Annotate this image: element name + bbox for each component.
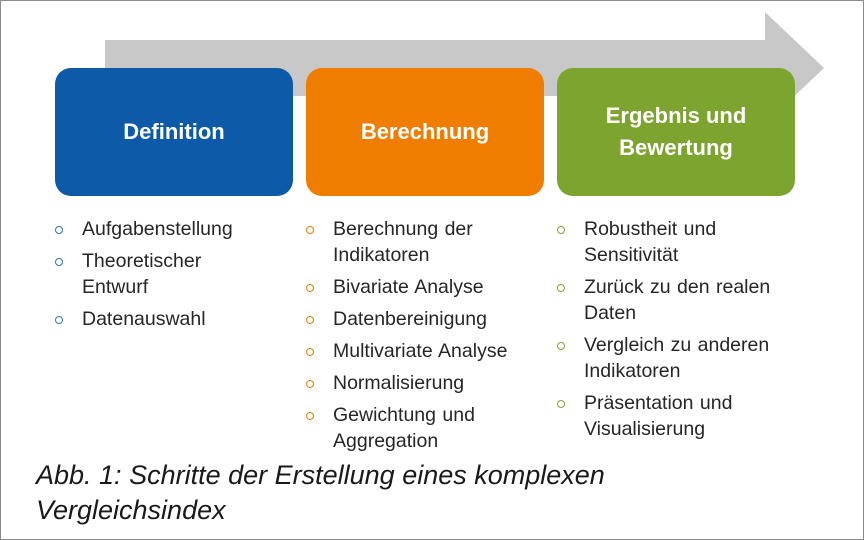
stage-ergebnis-title (606, 100, 747, 164)
stage-berechnung (306, 68, 544, 196)
circle-bullet-icon (55, 226, 63, 234)
caption-line: Abb. 1: Schritte der Erstellung eines komplexen (36, 460, 605, 490)
circle-bullet-icon (306, 226, 314, 234)
list-item-line: Entwurf (82, 276, 149, 298)
stage-ergebnis (557, 68, 795, 196)
list-item-line: Aufgabenstellung (82, 218, 233, 240)
list-item-line: Sensitivität (584, 244, 679, 266)
circle-bullet-icon (306, 412, 314, 420)
list-item (303, 274, 548, 300)
list-item (303, 370, 548, 396)
circle-bullet-icon (557, 342, 565, 350)
stage-title-line: Definition (123, 119, 225, 144)
figure-caption (36, 458, 836, 528)
list-item-line: Berechnung der (333, 218, 473, 240)
list-item-line: Datenauswahl (82, 308, 206, 330)
circle-bullet-icon (306, 380, 314, 388)
list-item-line: Gewichtung und (333, 404, 475, 426)
circle-bullet-icon (306, 316, 314, 324)
list-item (554, 332, 804, 384)
list-item-line: Normalisierung (333, 372, 465, 394)
list-item (52, 216, 292, 242)
list-item-line: Visualisierung (584, 418, 706, 440)
list-item-line: Theoretischer (82, 250, 202, 272)
circle-bullet-icon (557, 284, 565, 292)
definition-list (52, 216, 292, 338)
circle-bullet-icon (557, 400, 565, 408)
list-item (52, 248, 292, 300)
list-item-line: Multivariate Analyse (333, 340, 508, 362)
list-item-line: Aggregation (333, 430, 439, 452)
list-item (303, 402, 548, 454)
list-item-line: Daten (584, 302, 637, 324)
circle-bullet-icon (55, 258, 63, 266)
list-item-line: Zurück zu den realen (584, 276, 771, 298)
list-item-line: Bivariate Analyse (333, 276, 484, 298)
list-item (303, 338, 548, 364)
ergebnis-list (554, 216, 804, 448)
stage-title-line: Bewertung (619, 135, 733, 160)
circle-bullet-icon (55, 316, 63, 324)
list-item-line: Präsentation und (584, 392, 733, 414)
list-item (554, 390, 804, 442)
list-item (554, 274, 804, 326)
circle-bullet-icon (306, 284, 314, 292)
list-item-line: Vergleich zu anderen (584, 334, 770, 356)
list-item (303, 306, 548, 332)
list-item-line: Datenbereinigung (333, 308, 487, 330)
list-item (52, 306, 292, 332)
list-item (303, 216, 548, 268)
stage-title-line: Berechnung (360, 119, 490, 144)
stage-title-line: Ergebnis und (605, 103, 747, 128)
berechnung-list (303, 216, 548, 460)
stage-berechnung-title (361, 116, 489, 148)
circle-bullet-icon (557, 226, 565, 234)
list-item (554, 216, 804, 268)
list-item-line: Indikatoren (333, 244, 430, 266)
list-item-line: Indikatoren (584, 360, 681, 382)
stage-definition (55, 68, 293, 196)
circle-bullet-icon (306, 348, 314, 356)
list-item-line: Robustheit und (584, 218, 717, 240)
stage-definition-title (123, 116, 224, 148)
caption-line: Vergleichsindex (36, 495, 226, 525)
